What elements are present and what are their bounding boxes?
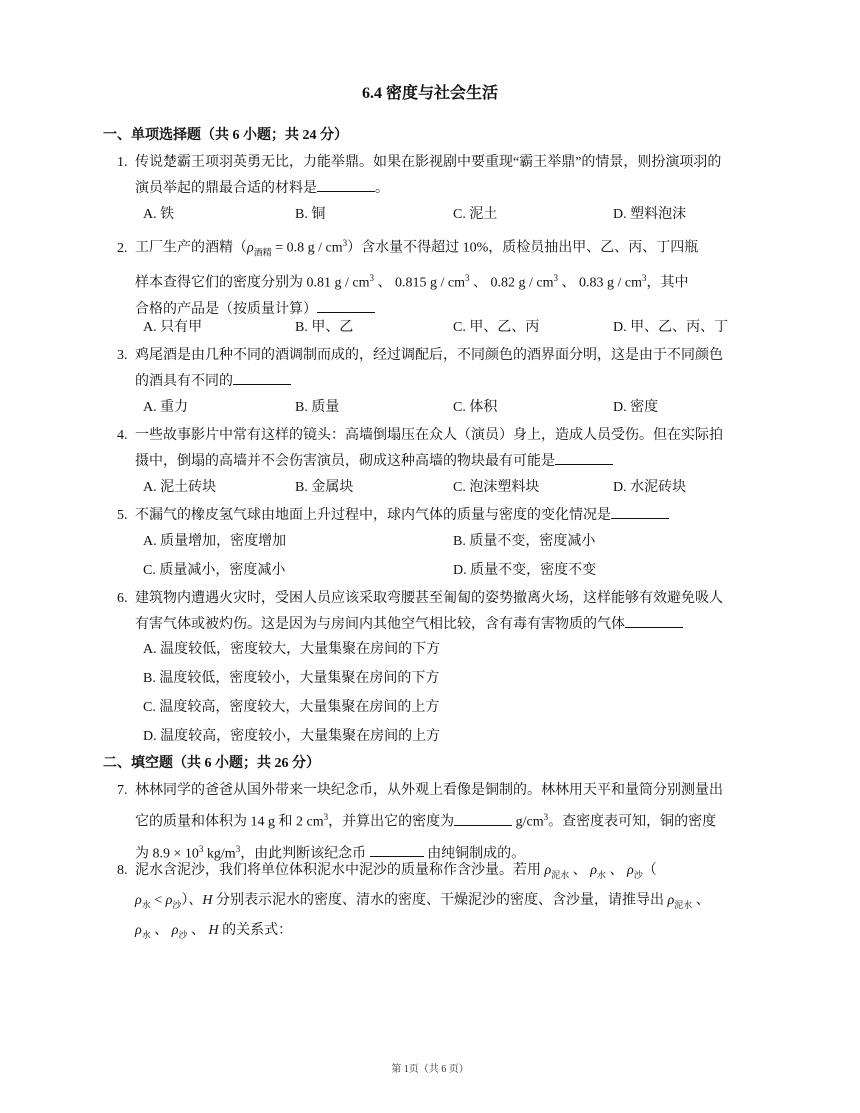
rho-symbol: ρ xyxy=(135,922,142,938)
question-text: ）含水量不得超过 10%，质检员抽出甲、乙、丙、丁四瓶 xyxy=(347,240,699,256)
rho-symbol: ρ xyxy=(667,892,675,908)
option-b[interactable]: B. 甲、乙 xyxy=(295,320,354,335)
separator: 、 xyxy=(606,863,627,878)
answer-blank[interactable] xyxy=(625,613,683,628)
option-a[interactable]: A. 重力 xyxy=(143,400,189,415)
question-text: 样本查得它们的密度分别为 0.81 g / cm xyxy=(135,276,370,292)
superscript: 3 xyxy=(553,273,558,284)
answer-blank[interactable] xyxy=(370,842,424,857)
subscript: 酒精 xyxy=(253,247,272,258)
option-b[interactable]: B. 质量 xyxy=(295,400,340,415)
option-b[interactable]: B. 质量不变，密度减小 xyxy=(453,534,596,549)
question-4 xyxy=(117,423,767,475)
rho-symbol: ρ xyxy=(165,892,173,908)
question-text: 鸡尾酒是由几种不同的酒调制而成的，经过调配后，不同颜色的酒界面分明，这是由于不同颜色 xyxy=(135,348,723,363)
separator: 、 xyxy=(187,922,209,938)
answer-blank[interactable] xyxy=(317,177,375,192)
option-b[interactable]: B. 铜 xyxy=(295,207,326,222)
punctuation: ）、 xyxy=(181,892,203,908)
option-c[interactable]: C. 质量减小，密度减小 xyxy=(143,563,286,578)
option-c[interactable]: C. 体积 xyxy=(453,400,498,415)
option-a[interactable]: A. 质量增加，密度增加 xyxy=(143,534,287,549)
question-text: 。查密度表可知，铜的密度 xyxy=(548,814,717,830)
question-text: 的酒具有不同的 xyxy=(135,374,233,389)
option-b[interactable]: B. 金属块 xyxy=(295,480,354,495)
option-c[interactable]: C. 温度较高，密度较大，大量集聚在房间的上方 xyxy=(143,700,440,715)
question-number: 5. xyxy=(117,508,128,523)
rho-symbol: ρ xyxy=(247,240,254,256)
question-text: 传说楚霸王项羽英勇无比，力能举鼎。如果在影视剧中要重现“霸王举鼎”的情景，则扮演项羽的 xyxy=(135,155,722,170)
superscript: 3 xyxy=(235,843,241,854)
superscript: 3 xyxy=(465,273,470,284)
answer-blank[interactable] xyxy=(233,370,291,385)
subscript: 水 xyxy=(596,869,606,880)
punctuation: （ xyxy=(642,863,657,878)
options-q2 xyxy=(143,316,763,336)
page-title: 6.4 密度与社会生活 xyxy=(361,85,498,102)
question-number: 6. xyxy=(117,591,128,606)
answer-blank[interactable] xyxy=(317,298,375,313)
rho-symbol: ρ xyxy=(544,863,552,878)
section-heading-choice: 一、单项选择题（共 6 小题；共 24 分） xyxy=(103,128,348,143)
question-number: 4. xyxy=(117,428,128,443)
question-number: 2. xyxy=(117,240,128,256)
subscript: 泥水 xyxy=(674,899,693,910)
option-d[interactable]: D. 温度较高，密度较小，大量集聚在房间的上方 xyxy=(143,729,441,744)
superscript: 3 xyxy=(543,812,549,822)
question-text: = 0.8 g / cm xyxy=(271,240,343,256)
separator: 、 xyxy=(569,863,591,878)
question-text: 有害气体或被灼伤。这是因为与房间内其他空气相比较，含有毒有害物质的气体 xyxy=(135,617,625,632)
rho-symbol: ρ xyxy=(627,863,634,878)
superscript: 3 xyxy=(369,273,374,284)
question-text: 泥水含泥沙，我们将单位体积泥水中泥沙的质量称作含沙量。若用 xyxy=(135,863,545,878)
answer-blank[interactable] xyxy=(555,450,613,465)
question-text: 不漏气的橡皮氢气球由地面上升过程中，球内气体的质量与密度的变化情况是 xyxy=(135,508,611,523)
option-a[interactable]: A. 铁 xyxy=(143,207,175,222)
question-text: 林林同学的爸爸从国外带来一块纪念币，从外观上看像是铜制的。林林用天平和量筒分别测量出 xyxy=(135,783,723,798)
section-heading-fill: 二、填空题（共 6 小题；共 26 分） xyxy=(103,756,320,771)
options-q5-row2 xyxy=(143,559,763,579)
options-q3 xyxy=(143,396,763,416)
option-d[interactable]: D. 塑料泡沫 xyxy=(613,207,687,222)
option-c[interactable]: C. 甲、乙、丙 xyxy=(453,320,540,335)
option-c[interactable]: C. 泥土 xyxy=(453,207,498,222)
answer-blank[interactable] xyxy=(454,811,512,826)
question-1 xyxy=(117,150,767,202)
question-text: 摄中，倒塌的高墙并不会伤害演员，砌成这种高墙的物块最有可能是 xyxy=(135,454,555,469)
options-q1 xyxy=(143,203,763,223)
unit-text: kg/m xyxy=(203,846,236,862)
question-text: 分别表示泥水的密度、清水的密度、干燥泥沙的密度、含沙量，请推导出 xyxy=(212,892,668,908)
superscript: 3 xyxy=(342,238,348,248)
page-footer: 第 1页（共 6 页） xyxy=(391,1064,469,1075)
subscript: 泥水 xyxy=(551,869,570,880)
superscript: 3 xyxy=(198,843,204,854)
operator: < xyxy=(150,892,166,908)
rho-symbol: ρ xyxy=(135,892,142,908)
option-b[interactable]: B. 温度较低，密度较小，大量集聚在房间的下方 xyxy=(143,671,440,686)
question-text: ，并算出它的密度为 xyxy=(328,814,455,830)
question-text: 为 8.9 × 10 xyxy=(135,846,199,862)
h-symbol: H xyxy=(208,922,219,938)
punctuation: 。 xyxy=(375,181,389,196)
question-text: 合格的产品是（按质量计算） xyxy=(135,302,317,318)
question-3 xyxy=(117,343,767,395)
question-number: 8. xyxy=(117,863,128,878)
question-number: 7. xyxy=(117,783,128,798)
question-text: 演员举起的鼎最合适的材料是 xyxy=(135,181,317,196)
question-6 xyxy=(117,586,767,638)
separator: 、 xyxy=(692,892,710,908)
subscript: 水 xyxy=(141,929,151,940)
option-d[interactable]: D. 质量不变，密度不变 xyxy=(453,563,597,578)
question-text: 的关系式： xyxy=(218,922,293,938)
option-d[interactable]: D. 甲、乙、丙、丁 xyxy=(613,320,729,335)
option-a[interactable]: A. 泥土砖块 xyxy=(143,480,217,495)
question-7 xyxy=(117,778,767,867)
subscript: 沙 xyxy=(633,869,643,880)
superscript: 3 xyxy=(642,273,647,284)
unit-text: g/cm xyxy=(512,814,544,830)
superscript: 3 xyxy=(323,812,329,822)
separator: 、 xyxy=(150,922,172,938)
subscript: 沙 xyxy=(178,929,188,940)
answer-blank[interactable] xyxy=(611,504,669,519)
rho-symbol: ρ xyxy=(590,863,597,878)
question-2 xyxy=(117,230,767,323)
h-symbol: H xyxy=(202,892,213,908)
subscript: 沙 xyxy=(172,899,182,910)
question-text: 、 0.815 g / cm xyxy=(374,276,465,292)
option-d[interactable]: D. 水泥砖块 xyxy=(613,480,687,495)
question-text: ，其中 xyxy=(646,276,689,292)
options-q4 xyxy=(143,476,763,496)
question-text: 一些故事影片中常有这样的镜头：高墙倒塌压在众人（演员）身上，造成人员受伤。但在实际拍 xyxy=(135,428,723,443)
option-a[interactable]: A. 温度较低，密度较大，大量集聚在房间的下方 xyxy=(143,642,441,657)
question-text: 、 0.83 g / cm xyxy=(558,276,642,292)
question-text: 它的质量和体积为 14 g 和 2 cm xyxy=(135,814,324,830)
question-number: 3. xyxy=(117,348,128,363)
question-8 xyxy=(117,858,767,947)
question-text: 、 0.82 g / cm xyxy=(469,276,554,292)
question-5 xyxy=(117,503,767,529)
question-text: ，由此判断该纪念币 xyxy=(240,846,370,862)
question-text: 由纯铜制成的。 xyxy=(423,846,526,862)
question-text: 工厂生产的酒精（ xyxy=(135,240,247,256)
rho-symbol: ρ xyxy=(171,922,179,938)
question-number: 1. xyxy=(117,155,128,170)
options-q5-row1 xyxy=(143,530,763,550)
question-text: 建筑物内遭遇火灾时，受困人员应该采取弯腰甚至匍匐的姿势撤离火场，这样能够有效避免吸人 xyxy=(135,591,723,606)
option-a[interactable]: A. 只有甲 xyxy=(143,320,203,335)
option-c[interactable]: C. 泡沫塑料块 xyxy=(453,480,540,495)
option-d[interactable]: D. 密度 xyxy=(613,400,659,415)
subscript: 水 xyxy=(141,899,151,910)
